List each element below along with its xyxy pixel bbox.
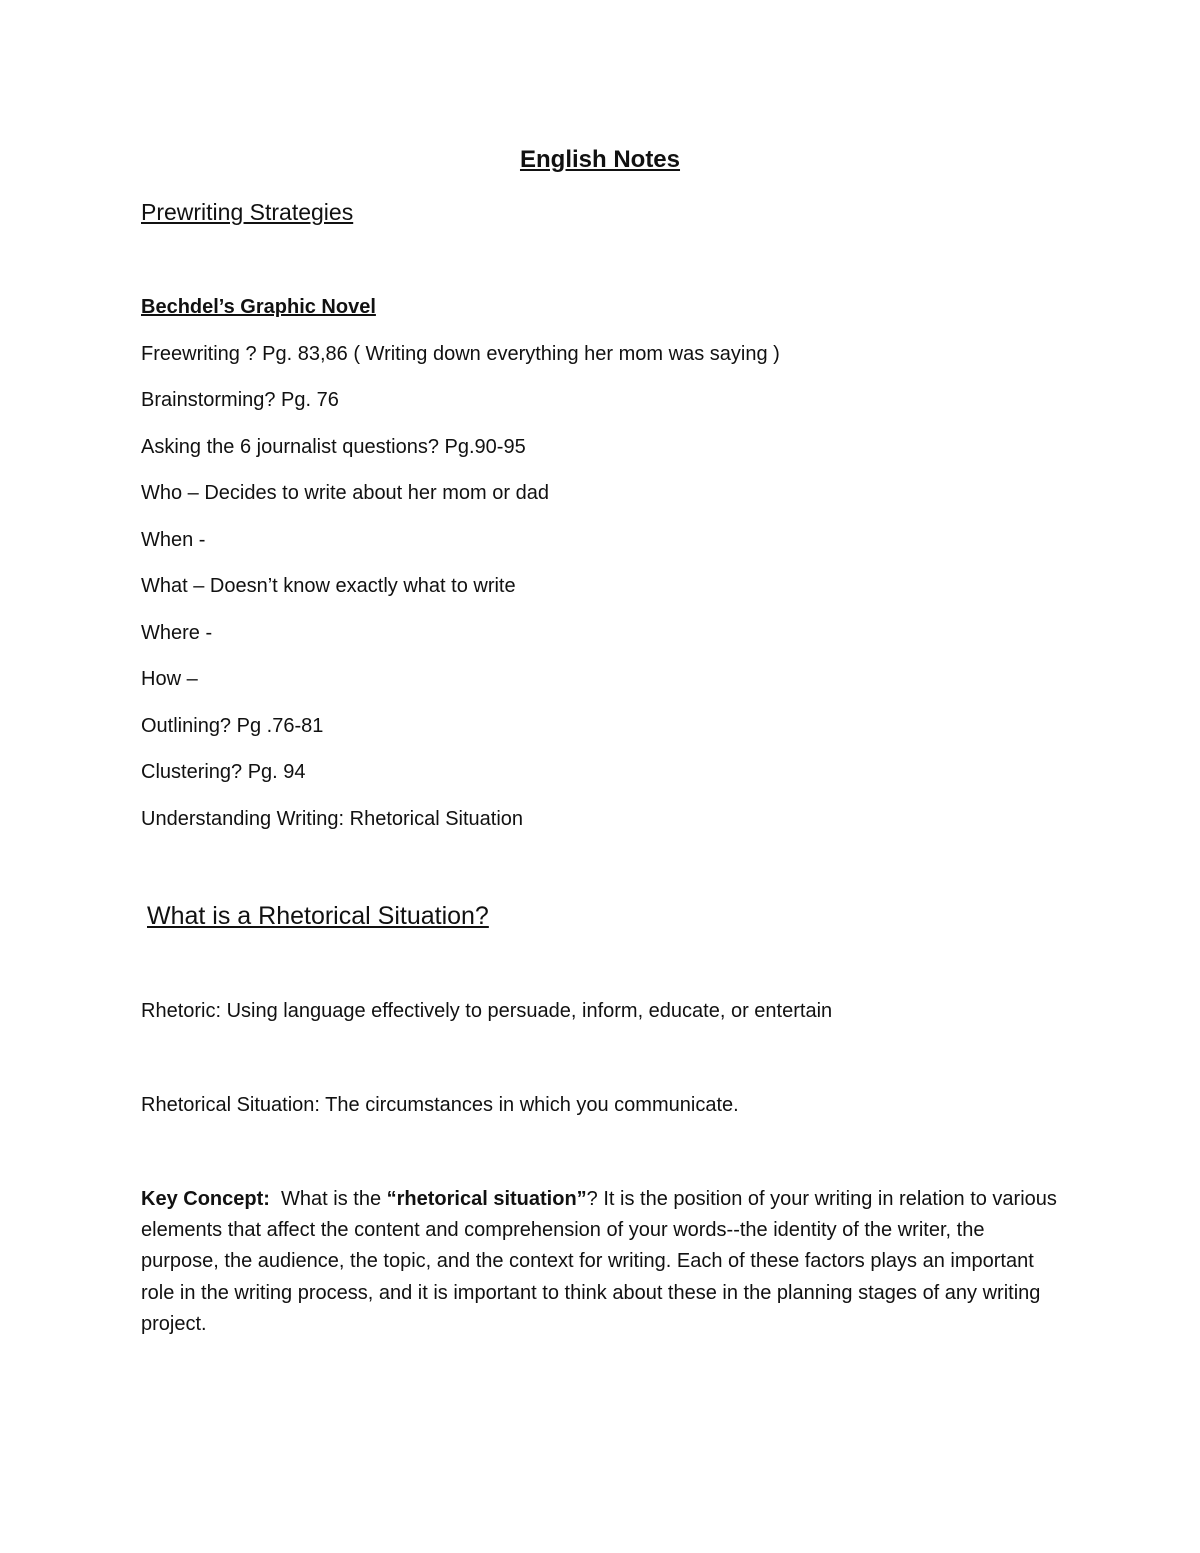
note-line: When - — [141, 529, 206, 551]
note-line: How – — [141, 668, 198, 690]
rhetorical-situation-definition: Rhetorical Situation: The circumstances in which you communicate. — [141, 1094, 739, 1116]
note-line: Understanding Writing: Rhetorical Situation — [141, 808, 524, 830]
note-line: Asking the 6 journalist questions? Pg.90-95 — [141, 436, 526, 458]
key-concept-label: Key Concept: — [141, 1188, 270, 1210]
rhetoric-definition: Rhetoric: Using language effectively to persuade, inform, educate, or entertain — [141, 1000, 833, 1022]
section-heading-prewriting: Prewriting Strategies — [141, 199, 354, 225]
key-concept-text-a: What is the — [281, 1188, 382, 1210]
note-line: Outlining? Pg .76-81 — [141, 715, 324, 737]
key-concept-text-b: ? It is the position of your writing in relation to various elements that affect the content and comprehension of your words--the identity of the writer, the purpose, the audience, the topic, and the context for writing. Each of these factors plays an important role in the writing process, and it is important to think about these in the planning stages of any writing project. — [141, 1188, 1057, 1335]
section-heading-rhetorical: What is a Rhetorical Situation? — [147, 902, 489, 930]
note-line: What – Doesn’t know exactly what to write — [141, 575, 516, 597]
note-line: Clustering? Pg. 94 — [141, 761, 306, 783]
note-line: Freewriting ? Pg. 83,86 ( Writing down everything her mom was saying ) — [141, 343, 780, 365]
note-line: Who – Decides to write about her mom or dad — [141, 482, 549, 504]
subheading-bechdel: Bechdel’s Graphic Novel — [141, 296, 376, 318]
key-concept-paragraph — [141, 1184, 1061, 1340]
document-title: English Notes — [519, 146, 681, 173]
note-line: Where - — [141, 622, 213, 644]
key-concept-term: “rhetorical situation” — [386, 1188, 587, 1210]
note-line: Brainstorming? Pg. 76 — [141, 389, 339, 411]
